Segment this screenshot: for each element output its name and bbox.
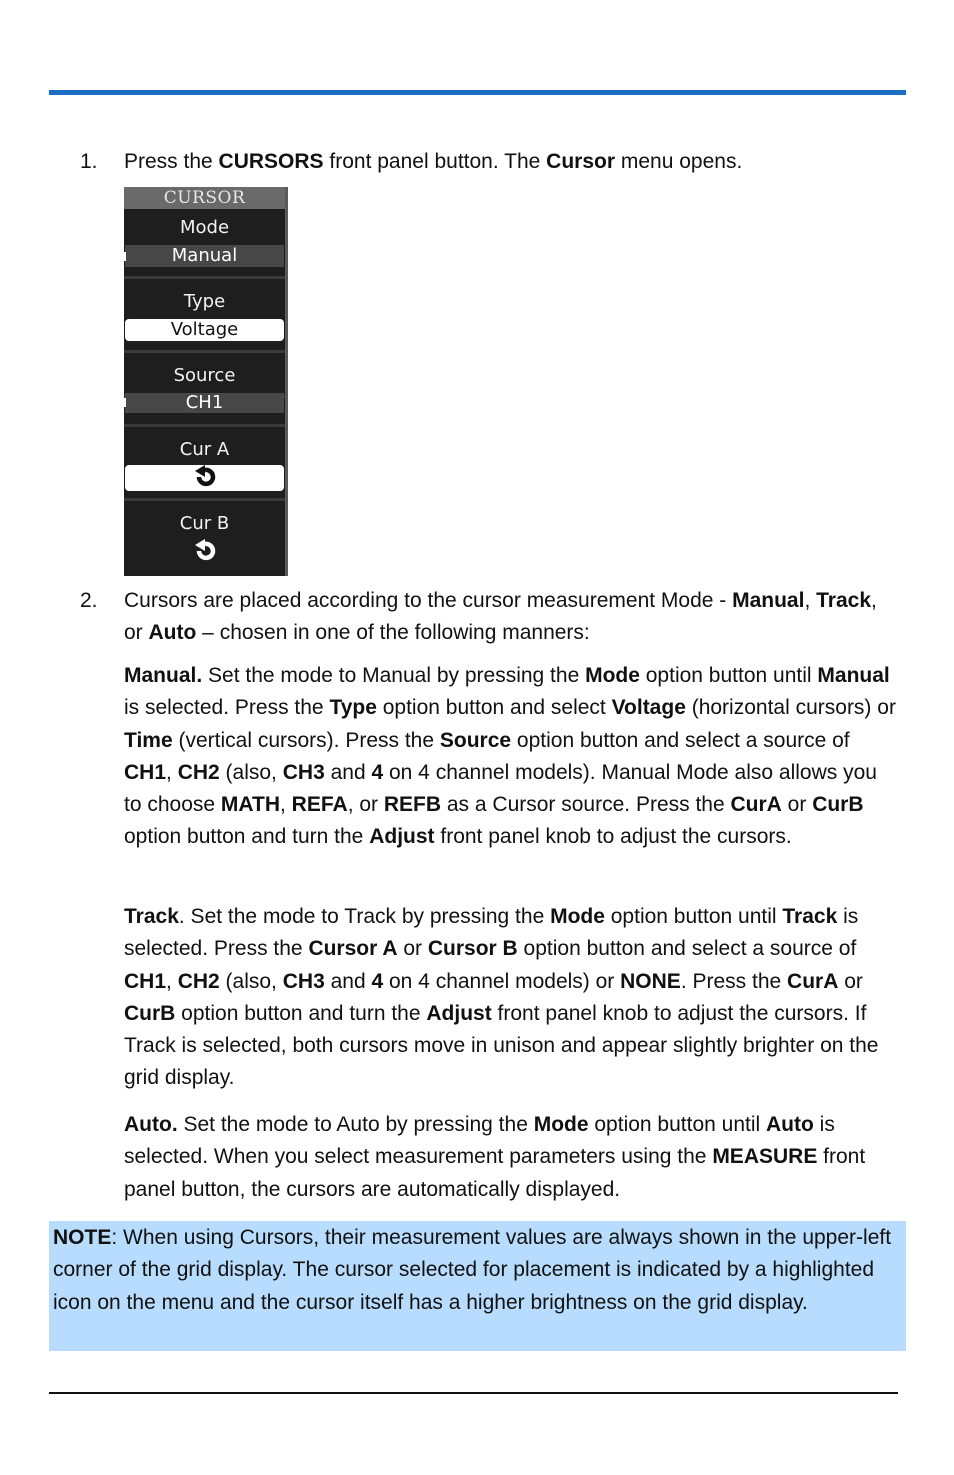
- cursor-menu: [124, 187, 288, 576]
- menu-separator: [124, 498, 285, 501]
- auto-mode-paragraph: Auto. Set the mode to Auto by pressing the Mode option button until Auto is selected. When you select measurement parameters using the MEASURE front panel button, the cursors are automatically displayed.: [124, 1113, 866, 1201]
- cur-b-knob: [125, 539, 284, 565]
- menu-separator: [124, 424, 285, 427]
- adjust-knob-icon: [190, 539, 220, 563]
- step-1-number: 1.: [80, 150, 98, 173]
- source-marker: [123, 398, 126, 407]
- step-2-number: 2.: [80, 589, 98, 612]
- cur-a-label: Cur A: [179, 439, 230, 460]
- cur-a-option-button[interactable]: [124, 435, 285, 495]
- footer-rule: [49, 1392, 898, 1394]
- mode-value: Manual: [125, 245, 284, 267]
- menu-separator: [124, 276, 285, 279]
- cur-b-option-button[interactable]: [124, 509, 285, 569]
- cur-b-label: Cur B: [179, 513, 230, 534]
- type-value: Voltage: [125, 319, 284, 341]
- type-label: Type: [183, 291, 226, 312]
- cur-a-knob: [125, 465, 284, 491]
- step-1-text: Press the CURSORS front panel button. The Cursor menu opens.: [124, 150, 743, 173]
- step-2-text: Cursors are placed according to the cursor measurement Mode - Manual, Track, or Auto – chosen in one of the following manners:: [124, 589, 877, 644]
- source-label: Source: [173, 365, 236, 386]
- mode-label: Mode: [179, 217, 230, 238]
- mode-marker: [123, 252, 126, 261]
- manual-mode-paragraph: Manual. Set the mode to Manual by pressing the Mode option button until Manual is selected. Press the Type option button and select Voltage (horizontal cursors) or Time (vertical cursors). Press the Source option button and select a source of CH1, CH2 (also, CH3 and 4 on 4 channel models). Manual Mode also allows you to choose MATH, REFA, or REFB as a Cursor source. Press the CurA or CurB option button and turn the Adjust front panel knob to adjust the cursors.: [124, 664, 896, 849]
- header-rule: [49, 90, 906, 95]
- menu-separator: [124, 350, 285, 353]
- source-option-button[interactable]: [124, 361, 285, 417]
- adjust-knob-icon: [190, 465, 220, 489]
- cursor-menu-title: CURSOR: [124, 187, 285, 209]
- mode-option-button[interactable]: [124, 213, 285, 269]
- note-box: NOTE: When using Cursors, their measurement values are always shown in the upper-left corner of the grid display. The cursor selected for placement is indicated by a highlighted icon on the menu and the cursor itself has a higher brightness on the grid display.: [49, 1221, 906, 1351]
- source-value: CH1: [125, 393, 284, 413]
- track-mode-paragraph: Track. Set the mode to Track by pressing the Mode option button until Track is selected. Press the Cursor A or Cursor B option button and select a source of CH1, CH2 (also, CH3 and 4 on 4 channel models) or NONE. Press the CurA or CurB option button and turn the Adjust front panel knob to adjust the cursors. If Track is selected, both cursors move in unison and appear slightly brighter on the grid display.: [124, 905, 879, 1090]
- type-option-button[interactable]: [124, 287, 285, 345]
